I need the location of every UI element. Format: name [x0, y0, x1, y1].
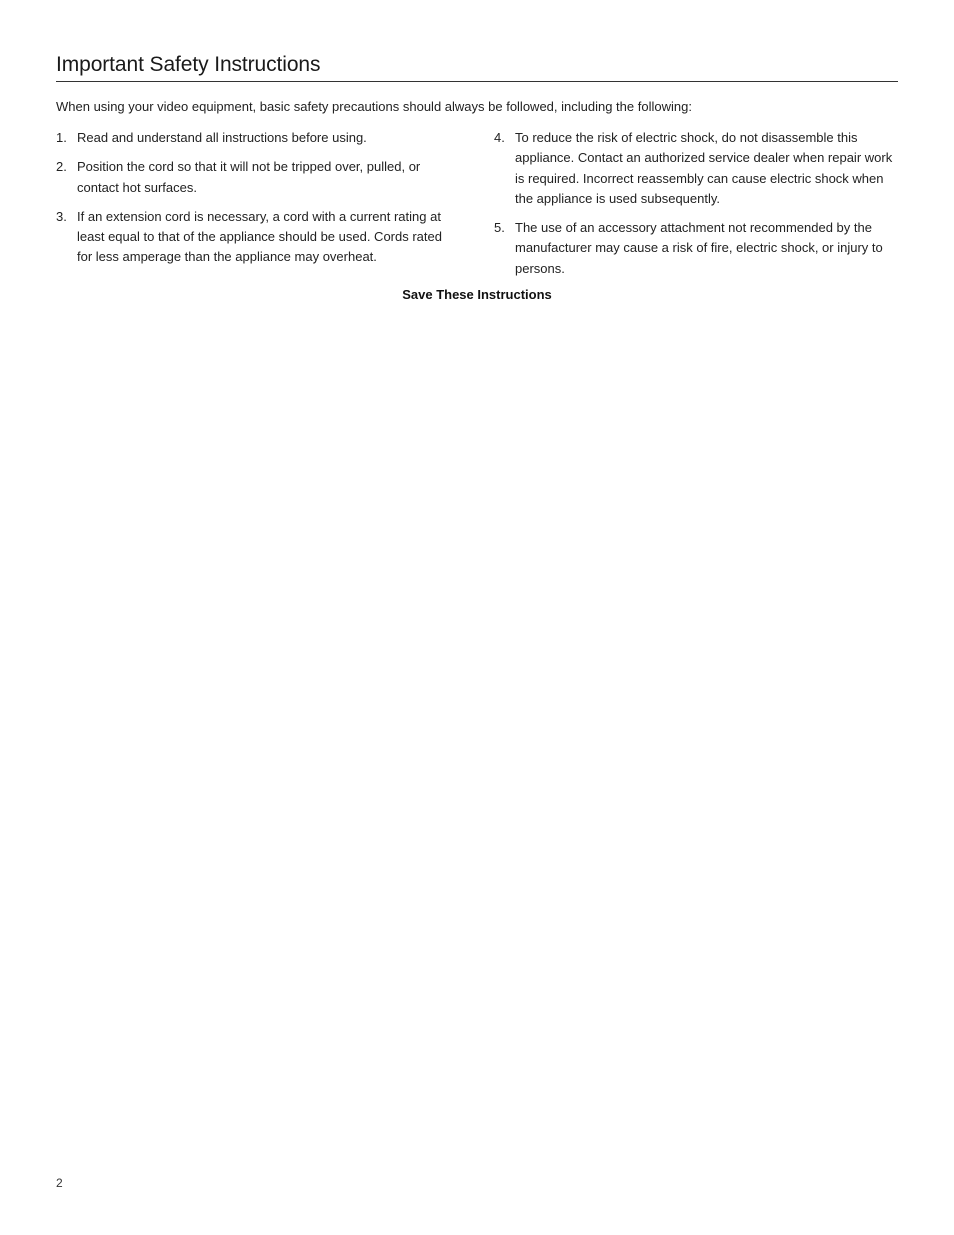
instruction-text: If an extension cord is necessary, a cord with a current rating at least equal to that of the appliance should be used. Cords rated for less amperage than the appliance may overheat.	[77, 208, 442, 265]
instruction-number: 2.	[56, 159, 67, 175]
instruction-number: 5.	[494, 220, 505, 236]
instruction-item-4	[494, 128, 898, 209]
intro-paragraph: When using your video equipment, basic safety precautions should always be followed, including the following:	[56, 99, 692, 114]
instruction-item-5	[494, 218, 898, 279]
instructions-right-column	[494, 128, 898, 288]
instruction-text: To reduce the risk of electric shock, do not disassemble this appliance. Contact an authorized service dealer when repair work is required. Incorrect reassembly can cause electric shock when the appliance is used subsequently.	[515, 130, 893, 206]
instruction-number: 1.	[56, 130, 67, 145]
instruction-text: Position the cord so that it will not be tripped over, pulled, or contact hot surfaces.	[77, 159, 421, 195]
page-number: 2	[56, 1176, 63, 1190]
instruction-text: Read and understand all instructions before using.	[77, 130, 367, 145]
instruction-number: 4.	[494, 130, 505, 145]
save-instructions-note: Save These Instructions	[402, 287, 552, 302]
instruction-item-3	[56, 207, 452, 268]
instruction-item-2	[56, 157, 452, 198]
instruction-item-1	[56, 128, 452, 148]
instruction-text: The use of an accessory attachment not recommended by the manufacturer may cause a risk of fire, electric shock, or injury to persons.	[515, 220, 883, 276]
title-divider	[56, 81, 898, 82]
page-title: Important Safety Instructions	[56, 53, 321, 76]
instruction-number: 3.	[56, 208, 67, 224]
instructions-left-column	[56, 128, 452, 277]
